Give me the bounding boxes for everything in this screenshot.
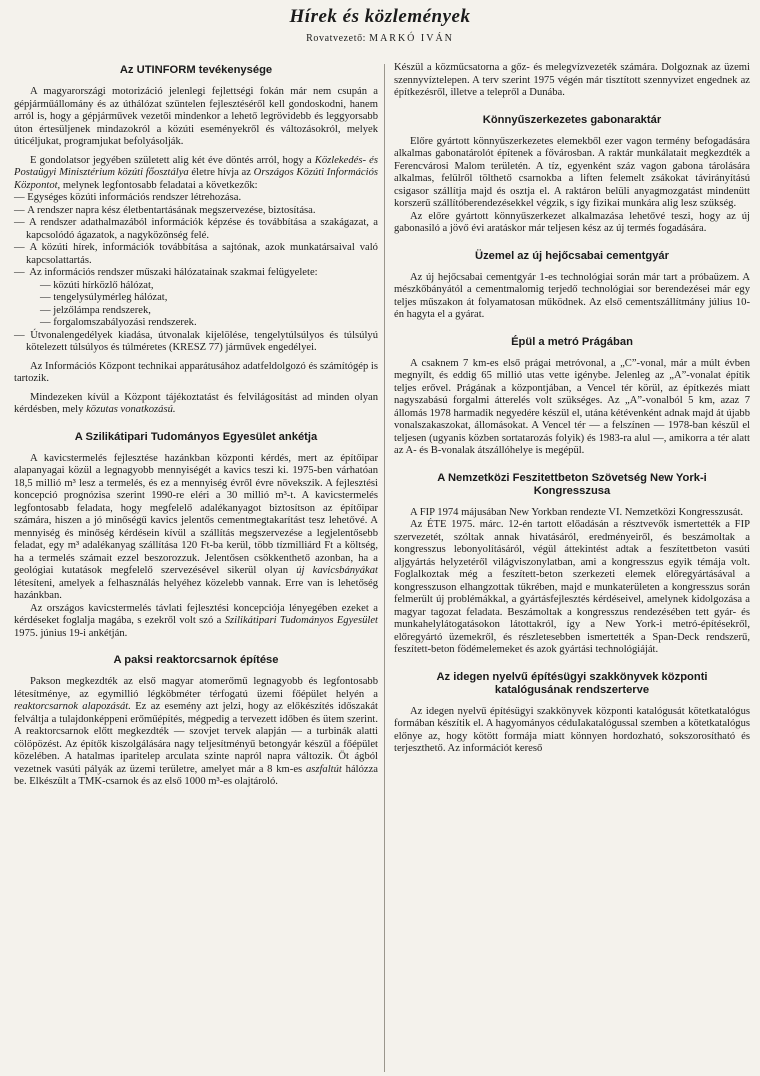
article-title-idegen-nyelvu: Az idegen nyelvű építésügyi szakkönyvek központi katalógusának rendszerterve [436,670,708,696]
editor-name: MARKÓ IVÁN [369,33,454,44]
list-item: — A közúti hírek, információk továbbítása a sajtónak, azok munkatársaival való kapcsolattartás. [14,242,378,267]
article-paragraph: Az idegen nyelvű építésügyi szakkönyvek központi katalógusát kötetkatalógus formában készítik el. A hagyományos céduIakatalógussal szemben a kötetkatalógus előnye az, hogy kötött formája miatt könnyen hordozható, sokszorosítható és terjeszthető. Az információt kereső [394,705,750,754]
article-paragraph: Az ÉTE 1975. márc. 12-én tartott előadásán a résztvevők ismertették a FIP szervezetét, szóltak annak hivatásáról, eredményeiről, és beszámoltak a kongresszus lebonyolításáról, végül áttekintést adtak a feszítettbeton vasúti aljgyártás helyzetéről világviszonylatban, ami a kongresszus egyik témája volt. Foglalkoztak még a feszített-beton szerkezeti elemek előregyártásával a kongresszuson elhangzottak tükrében, majd e munkaterületen a kongresszus során felmerült új problémákkal, a gyártásfejlesztés kérdéseivel, amelynek kidolgozása a magyar tagozat feladata. Beszámoltak a kongresszus rendezésében tett gyár- és munkahelylátogatásokon látottakról, így a New York-i metró-építésekről, előregyártó üzemekről, és részletesebben ismertették a Span-Deck rendszerű, feszített-beton födémelemeket és azok gyártási technológiáját. [394,519,750,655]
article-paragraph: Az országos kavicstermelés távlati fejlesztési koncepciója lényegében ezeket a kérdéseket foglalja magába, s ezekről volt szó a Szilikátipari Tudományos Egyesület 1975. június 19-i ankétján. [14,602,378,639]
sub-list-item: — jelzőlámpa rendszerek, [52,305,378,318]
left-column [14,62,378,789]
list-item: — Útvonalengedélyek kiadása, útvonalak kijelölése, tengelytúlsúlyos és túlsúlyú kötelezett túlsúlyos és túlméretes (KRESZ 77) járművek engedélyei. [14,330,378,355]
list-item: — A rendszer adathalmazából információk képzése és továbbítása a szakágazat, a kapcsolódó ágazatok, a nagyközönség felé. [14,217,378,242]
article-paragraph: Az új hejőcsabai cementgyár 1-es technológiai során már tart a próbaüzem. A mészkőbányától a cementmalomig terjedő technológiai sor berendezései már egy teljes műszakon át folyamatosan működnek. Az első cementszállítmány július 10-én hagyta el a gyárat. [394,271,750,320]
article-paragraph: Mindezeken kívül a Központ tájékoztatást és felvilágosítást ad minden olyan kérdésben, mely közutas vonatkozású. [14,391,378,415]
article-paragraph: Pakson megkezdték az első magyar atomerőmű legnagyobb és legfontosabb létesítménye, az egymillió légköbméter térfogatú üzemi főépület helyén a reaktorcsarnok alapozását. Ez az esemény azt jelzi, hogy az előkészítés időszakát felváltja a tulajdonképpeni erőműépítés, mégpedig a tervezett időben és ütem szerint. A reaktorcsarnok előtt megkezdték — szovjet tervek alapján — a turbinák alatti cölöpözést. Az építők kiszolgálására nagy teljesítményű betongyár készül a főépület közelében. A hatalmas iparitelep arculata szinte napról napra változik. Öt ágból vezetnek vasúti pályák az üzemi területre, amelyet már a 8 km-es aszfaltút hálózza be. Elkészült a TMK-csarnok és az első 1000 m³-es olajtároló. [14,676,378,787]
task-list-technical [14,267,378,355]
task-list [14,192,378,267]
article-title-hejocsabai: Üzemel az új hejőcsabai cementgyár [475,249,669,262]
article-paragraph: A kavicstermelés fejlesztése hazánkban központi kérdés, mert az építőipar alapanyagai közül a legnagyobb mennyiségét a kavics teszi ki. 1975-ben várhatóan 18,5 millió m³ lesz a termelés, és ez a mennyiség évről évre növekszik. A fejlesztési koncepció prognózisa szerint 1990-re eléri a 30 millió m³-t. A kavicstermelés legfontosabb feladata, hogy megfelelő adalékanyagot biztosítson az építőipar számára, hiszen a jó minőségű kavics jelentős cementmegtakarítást tesz lehetővé. A mennyiség és minőség kérdésein kívül a szállítás megszervezése a legjelentősebb feladat, egy m³ adalékanyag szállítása 120 Ft-ba kerül, több tízmilliárd Ft a költség, ha a termelés számait ezzel beszorozzuk. Jelentősen csökkenthető azonban, ha a geológiai kutatások megfelelő szervezésével sikerül olyan új kavicsbányákat létesíteni, amelyek a felhasználás helyéhez közelebb vannak. Erre van is lehetőség hazánkban. [14,452,378,601]
article-paragraph: A magyarországi motorizáció jelenlegi fejlettségi fokán már nem csupán a gépjárműállomány és az úthálózat szüntelen fejlesztéséről kell gondoskodni, hanem arról is, hogy a gépjárművek vezetői mindenkor a lehető legrövidebb és leggyorsabb úton értesüljenek mindazokról a közúti eseményekről és változásokról, melyek úticéljukat, programjukat befolyásolják. [14,86,378,147]
column-divider [384,64,385,1072]
list-item: — Az információs rendszer műszaki hálózatainak szakmai felügyelete: — közúti hírközlő hálózat, — tengelysúlymérleg hálózat, — jelzőlámpa rendszerek, — forgalomszabályozási rendszerek. [14,267,378,330]
article-paragraph: Előre gyártott könnyűszerkezetes elemekből ezer vagon termény befogadására alkalmas gabonatárolót építenek a fővárosban. A raktár munkálatait megkezdték a Ferencvárosi Malom területén. A tíz, egyenként száz vagon gabona tárolására alkalmas, felülről tölthető csarnokba a liften felemelt zsákokat távirányítású csigasor szállítja majd és osztja el. A raktáron belüli anyagmozgatást mindenütt korszerű szállítóberendezésekkel végzik, s így fizikai munkára alig lesz szükség. [394,135,750,209]
list-item: — A rendszer napra kész életbentartásának megszervezése, biztosítása. [14,205,378,218]
section-editor [0,33,760,44]
section-title: Hírek és közlemények [289,6,471,27]
article-title-utinform: Az UTINFORM tevékenysége [119,64,273,76]
article-paragraph: E gondolatsor jegyében született alig két éve döntés arról, hogy a Közlekedés- és Postaügyi Minisztérium közúti főosztálya életre hívja az Országos Közúti Információs Központot, melynek legfontosabb feladatai a következők: [14,154,379,191]
article-paragraph: Az Információs Központ technikai apparátusához adatfeldolgozó és számítógép is tartozik. [14,360,378,384]
list-item: — Egységes közúti információs rendszer létrehozása. [14,192,378,205]
editor-label: Rovatvezető: [306,33,367,44]
section-masthead [0,6,760,44]
article-title-szilikatipari: A Szilikátipari Tudományos Egyesület ankétja [74,430,318,443]
sub-list [26,280,378,330]
article-title-fip: A Nemzetközi Feszitettbeton Szövetség New York-i Kongresszusa [437,471,707,497]
right-column [394,62,750,756]
article-paragraph: Az előre gyártott könnyűszerkezet alkalmazása lehetővé teszi, hogy az új gabonasiló a jövő évi aratáskor már teljesen kész az új termés fogadására. [394,210,750,234]
article-title-metro: Épül a metró Prágában [511,335,633,348]
sub-list-item: — közúti hírközlő hálózat, [52,280,378,293]
article-paragraph: Készül a közműcsatorna a gőz- és melegvízvezeték számára. Dolgoznak az üzemi szennyvíztelepen. A terv szerint 1975 végén már tisztított szennyvizet engednek az építkezésről, illetve a telepről a Dunába. [394,62,750,98]
article-paragraph: A csaknem 7 km-es első prágai metróvonal, a „C”-vonal, már a múlt évben megnyílt, és eddig 65 millió utas vette igénybe. Jelenleg az „A”-vonalat építik teljes erővel. Prágának a központjában, a Vencel tér körül, az építkezés miatt nagyszabású forgalmi átterelés volt szükséges. Az „A”-vonalból 5 km, azaz 7 állomás 1978 harmadik negyedére készül el, utána kétévenként adnak majd át újabb vonalszakaszokat, állomásokat. A Vencel tér — a felszínen — 1978-ban készül el teljesen (ugyanis közben sortatarozás folyik) és 1983-ra alul —, amikorra a tér alatt az A- és B-vonalak átszállóhelye is megépül. [394,357,750,456]
article-title-konnyuszerkezetes: Könnyűszerkezetes gabonaraktár [482,113,662,126]
sub-list-item: — forgalomszabályozási rendszerek. [52,317,378,330]
article-title-paksi: A paksi reaktorcsarnok építése [113,654,279,666]
article-paragraph: A FIP 1974 májusában New Yorkban rendezte VI. Nemzetközi Kongresszusát. [410,506,744,518]
sub-list-item: — tengelysúlymérleg hálózat, [52,292,378,305]
